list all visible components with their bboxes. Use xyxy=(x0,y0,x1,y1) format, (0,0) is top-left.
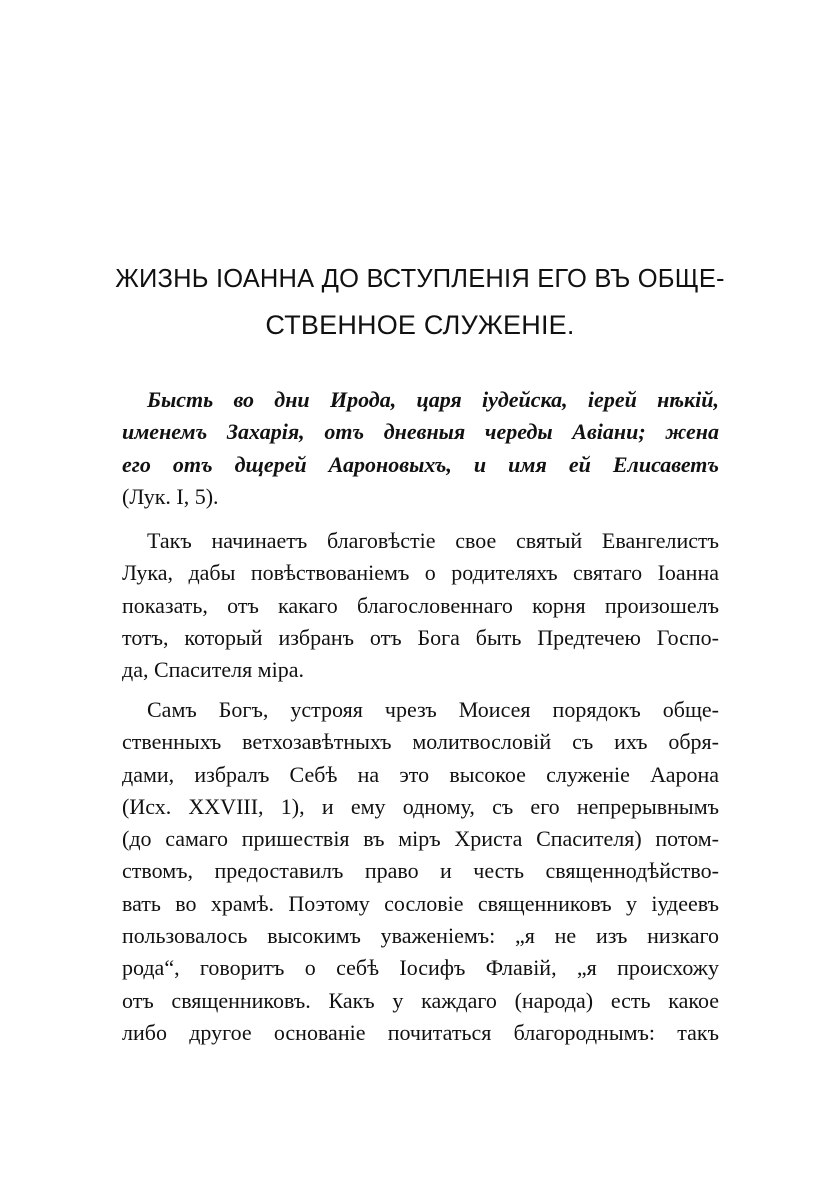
text-line: (Исх. XXVIII, 1), и ему одному, съ его непрерывнымъ xyxy=(122,793,719,819)
text-line: либо другое основаніе почитаться благороднымъ: такъ xyxy=(122,1019,719,1045)
chapter-title-line: ЖИЗНЬ ІОАННА ДО ВСТУПЛЕНІЯ ЕГО ВЪ ОБЩЕ- xyxy=(115,265,725,293)
text-line: ствомъ, предоставилъ право и честь священнодѣйство- xyxy=(122,858,719,884)
text-line: отъ священниковъ. Какъ у каждаго (народа) есть какое xyxy=(122,987,719,1013)
text-line: Такъ начинаетъ благовѣстіе свое святый Евангелистъ xyxy=(147,528,719,553)
text-line: пользовалось высокимъ уваженіемъ: „я не изъ низкаго xyxy=(122,923,719,949)
chapter-title xyxy=(110,256,730,348)
epigraph-line: именемъ Захарія, отъ дневныя череды Авіани; жена xyxy=(122,419,719,445)
text-line: ственныхъ ветхозавѣтныхъ молитвословій съ ихъ обря- xyxy=(122,729,719,755)
text-line: Лука, дабы повѣствованіемъ о родителяхъ святаго Іоанна xyxy=(122,560,719,586)
text-line: Самъ Богъ, устрояя чрезъ Моисея порядокъ обще- xyxy=(147,697,719,722)
paragraph-1 xyxy=(122,525,719,686)
epigraph-line: его отъ дщерей Аароновыхъ, и имя ей Елисаветъ xyxy=(122,451,719,477)
text-line: тотъ, который избранъ отъ Бога быть Предтечею Госпо- xyxy=(122,624,719,650)
text-line: вать во храмѣ. Поэтому сословіе священниковъ у іудеевъ xyxy=(122,890,719,916)
chapter-title-line: СТВЕННОЕ СЛУЖЕНІЕ. xyxy=(265,310,575,340)
paragraph-2 xyxy=(122,694,719,1049)
epigraph-line: Бысть во дни Ирода, царя іудейска, іерей нѣкій, xyxy=(147,387,719,412)
epigraph-reference: (Лук. I, 5). xyxy=(122,483,219,509)
text-line: рода“, говоритъ о себѣ Іосифъ Флавій, „я происхожу xyxy=(122,955,719,981)
epigraph xyxy=(122,384,719,513)
text-line: да, Спасителя міра. xyxy=(122,657,304,683)
text-line: дами, избралъ Себѣ на это высокое служеніе Аарона xyxy=(122,761,719,787)
text-line: показать, отъ какаго благословеннаго корня произошелъ xyxy=(122,592,719,618)
text-line: (до самаго пришествія въ міръ Христа Спасителя) потом- xyxy=(122,826,719,852)
